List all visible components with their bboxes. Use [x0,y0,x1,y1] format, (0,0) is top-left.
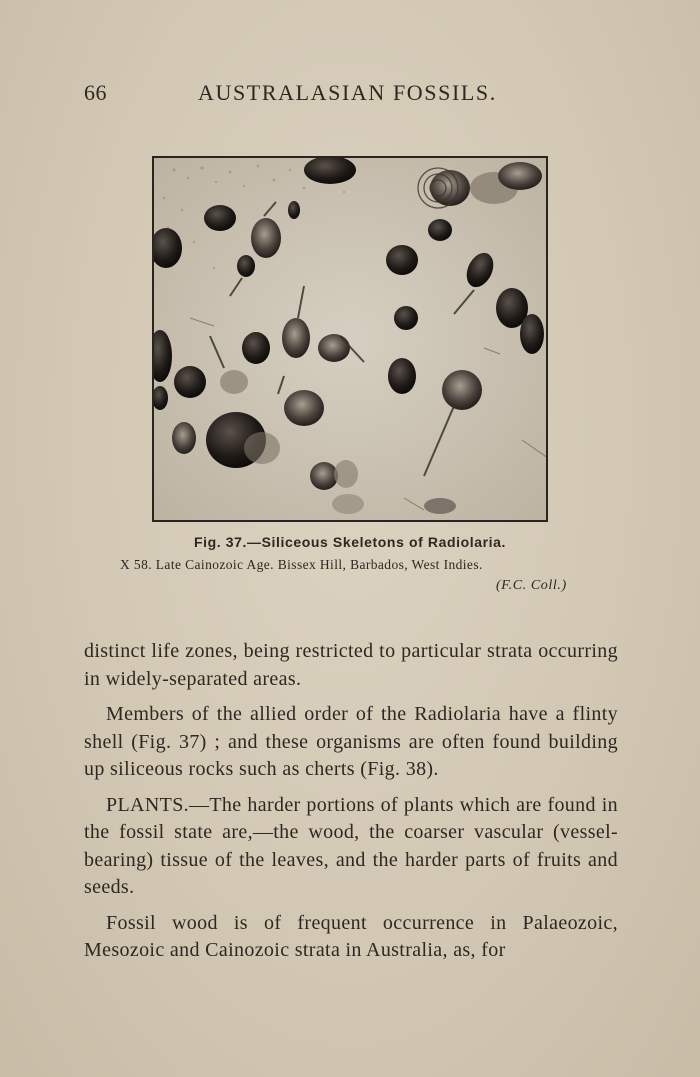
body-text [84,638,618,973]
paragraph-fossil-wood: Fossil wood is of frequent occurrence in Palaeozoic, Mesozoic and Cainozoic strata in Australia, as, for [84,911,618,961]
running-title: AUSTRALASIAN FOSSILS. [198,80,497,105]
figure-caption-credit: (F.C. Coll.) [496,578,567,593]
page-header [84,80,624,114]
paragraph-plants: PLANTS.—The harder portions of plants which are found in the fossil state are,—the wood, the coarser vascular (vessel-bearing) tissue of the leaves, and the harder parts of fruits and seeds. [84,793,618,898]
paragraph-continuation: distinct life zones, being restricted to particular strata occurring in widely-separated areas. [84,640,618,690]
figure-caption-title: Fig. 37.—Siliceous Skeletons of Radiolaria. [193,534,507,550]
radiolaria-photograph [152,156,548,522]
figure-caption-detail: X 58. Late Cainozoic Age. Bissex Hill, Barbados, West Indies. [120,557,483,572]
page-number: 66 [84,80,107,105]
paragraph-radiolaria: Members of the allied order of the Radiolaria have a flinty shell (Fig. 37) ; and these organisms are often found building up siliceous rocks such as cherts (Fig. 38). [84,703,618,780]
radiolaria-micrograph-image [154,158,546,520]
